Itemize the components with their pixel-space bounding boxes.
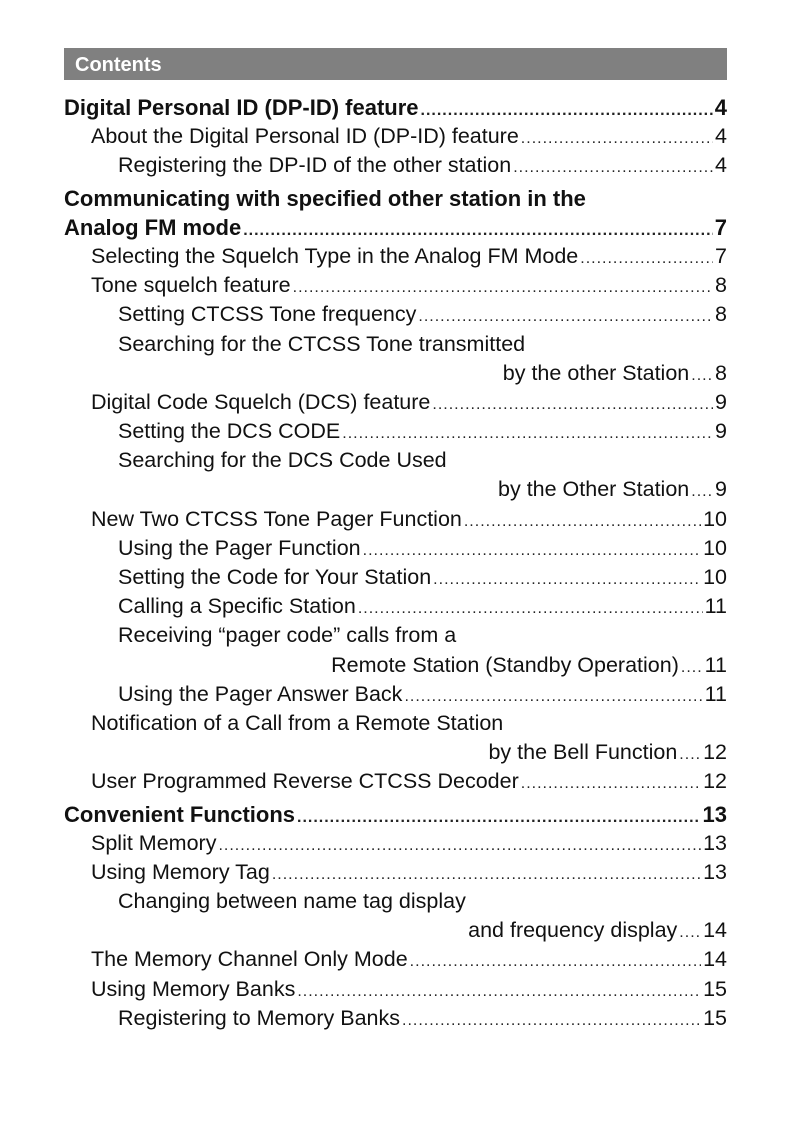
toc-entry-title: Changing between name tag display <box>118 889 466 914</box>
toc-entry[interactable] <box>64 242 727 271</box>
toc-entry-title: Searching for the CTCSS Tone transmitted <box>118 331 526 356</box>
toc-entry-title: Using Memory Tag <box>91 859 270 884</box>
toc-entry[interactable] <box>64 563 727 592</box>
toc-entry[interactable] <box>64 388 727 417</box>
toc-entry-page: 7 <box>714 214 727 240</box>
toc-entry-page: 8 <box>715 302 727 327</box>
toc-entry[interactable] <box>64 151 727 180</box>
toc-entry[interactable] <box>64 300 727 329</box>
toc-entry[interactable] <box>64 621 727 650</box>
toc-entry[interactable] <box>64 887 727 916</box>
toc-entry[interactable] <box>64 184 727 213</box>
toc-entry-title: New Two CTCSS Tone Pager Function <box>91 506 462 531</box>
toc-entry-page: 11 <box>704 652 727 677</box>
toc-entry[interactable] <box>64 858 727 887</box>
toc-entry-title: Communicating with specified other station in the <box>64 185 586 211</box>
toc-entry-page: 12 <box>703 740 727 765</box>
toc-entry-page: 10 <box>703 565 727 589</box>
toc-entry-page: 4 <box>715 153 727 178</box>
toc-entry-page: 4 <box>714 95 727 120</box>
toc-entry-title: Digital Code Squelch (DCS) feature <box>91 389 431 414</box>
toc-entry-page: 7 <box>715 243 727 268</box>
toc-entry-page: 9 <box>715 389 727 414</box>
toc-entry-title: by the other Station <box>502 360 690 385</box>
toc-entry-title: Registering the DP-ID of the other station <box>118 153 512 178</box>
toc-entry[interactable] <box>64 1004 727 1033</box>
toc-entry-continuation[interactable] <box>64 651 727 680</box>
toc-entry-title: Split Memory <box>91 830 217 855</box>
toc-entry-page: 12 <box>703 769 727 794</box>
toc-entry-page: 13 <box>703 859 727 884</box>
toc-entry-page: 10 <box>703 506 727 531</box>
toc-entry[interactable] <box>64 975 727 1004</box>
toc-entry-page: 15 <box>703 976 727 1001</box>
toc-entry[interactable] <box>64 122 727 151</box>
toc-entry[interactable] <box>64 271 727 300</box>
toc-entry-title: Calling a Specific Station <box>118 594 356 619</box>
toc-entry-title: Selecting the Squelch Type in the Analog FM Mode <box>91 243 579 268</box>
toc-entry-continuation[interactable] <box>64 738 727 767</box>
toc-entry[interactable] <box>64 505 727 534</box>
toc-entry-title: by the Other Station <box>498 477 690 502</box>
table-of-contents <box>64 93 727 1033</box>
toc-entry-page: 9 <box>715 419 727 444</box>
toc-entry[interactable] <box>64 534 727 563</box>
toc-entry-continuation[interactable] <box>64 916 727 945</box>
toc-entry-page: 8 <box>715 273 727 298</box>
toc-entry-title: Digital Personal ID (DP-ID) feature <box>64 95 419 120</box>
toc-entry[interactable] <box>64 93 727 122</box>
toc-entry-page: 9 <box>715 477 727 502</box>
toc-entry[interactable] <box>64 680 727 709</box>
toc-entry[interactable] <box>64 213 727 242</box>
toc-entry[interactable] <box>64 767 727 796</box>
toc-entry-title: Setting the Code for Your Station <box>118 565 432 589</box>
toc-entry-title: About the Digital Personal ID (DP-ID) feature <box>91 124 519 149</box>
toc-entry-page: 13 <box>702 801 727 827</box>
toc-entry[interactable] <box>64 417 727 446</box>
contents-title: Contents <box>75 54 162 76</box>
toc-entry[interactable] <box>64 829 727 858</box>
toc-entry-page: 11 <box>704 681 727 706</box>
toc-entry-title: Notification of a Call from a Remote Station <box>91 710 504 735</box>
toc-entry[interactable] <box>64 446 727 475</box>
toc-entry-page: 14 <box>703 918 727 943</box>
toc-entry-title: Searching for the DCS Code Used <box>118 448 447 473</box>
toc-entry-title: Using the Pager Answer Back <box>118 681 403 706</box>
toc-entry-title: by the Bell Function <box>488 740 678 765</box>
toc-entry-title: Convenient Functions <box>64 801 295 827</box>
toc-entry-page: 8 <box>715 360 727 385</box>
toc-entry-title: Setting CTCSS Tone frequency <box>118 302 417 327</box>
toc-entry-page: 13 <box>703 830 727 855</box>
toc-entry-continuation[interactable] <box>64 475 727 504</box>
toc-entry[interactable] <box>64 945 727 974</box>
toc-entry-title: Using Memory Banks <box>91 976 296 1001</box>
toc-entry-title: User Programmed Reverse CTCSS Decoder <box>91 769 519 794</box>
toc-entry[interactable] <box>64 800 727 829</box>
toc-entry-title: Registering to Memory Banks <box>118 1005 400 1030</box>
toc-entry-page: 11 <box>704 594 727 619</box>
toc-entry-continuation[interactable] <box>64 359 727 388</box>
toc-entry-title: Setting the DCS CODE <box>118 419 341 444</box>
toc-entry-title: Remote Station (Standby Operation) <box>331 652 679 677</box>
toc-entry[interactable] <box>64 592 727 621</box>
toc-entry[interactable] <box>64 709 727 738</box>
toc-entry-title: Receiving “pager code” calls from a <box>118 623 457 648</box>
toc-entry-title: Using the Pager Function <box>118 535 361 560</box>
toc-entry-page: 4 <box>715 124 727 149</box>
toc-entry[interactable] <box>64 330 727 359</box>
toc-entry-page: 15 <box>703 1005 727 1030</box>
toc-entry-title: Tone squelch feature <box>91 273 291 298</box>
toc-entry-title: Analog FM mode <box>64 214 242 240</box>
toc-entry-title: The Memory Channel Only Mode <box>91 947 408 972</box>
contents-header <box>64 48 727 80</box>
toc-entry-title: and frequency display <box>468 918 678 943</box>
toc-entry-page: 10 <box>703 535 727 560</box>
toc-entry-page: 14 <box>703 947 727 972</box>
